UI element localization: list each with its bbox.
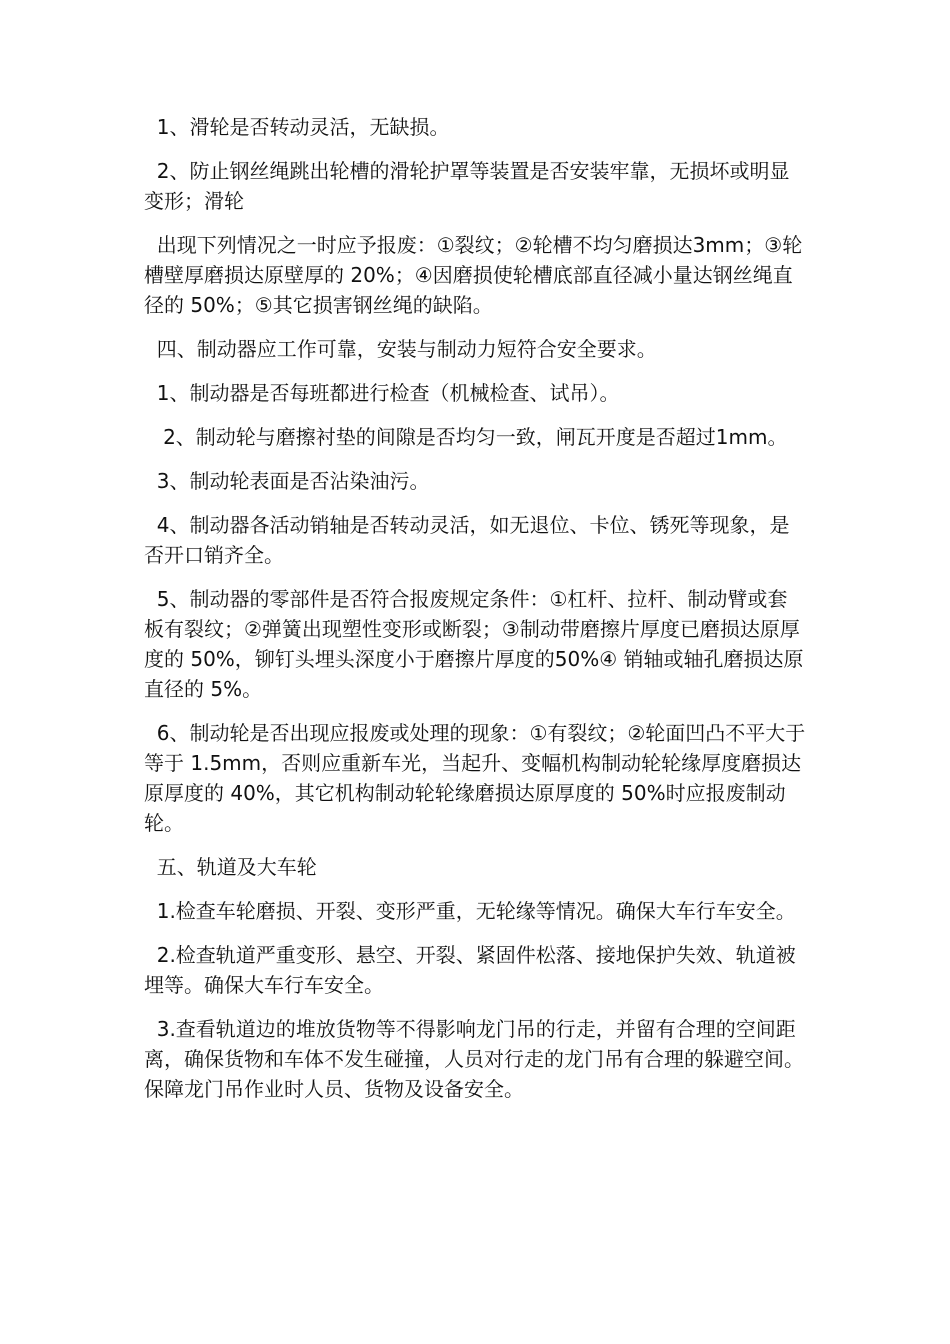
- paragraph-brake-wheel-surface: 3、制动轮表面是否沾染油污。: [144, 469, 430, 493]
- paragraph-pulley-scrap-criteria: 出现下列情况之一时应予报废：①裂纹；②轮槽不均匀磨损达3mm；③轮槽壁厚磨损达原壁厚的 20%；④因磨损使轮槽底部直径减小量达钢丝绳直径的 50%；⑤其它损害钢丝绳的缺陷。: [144, 233, 803, 317]
- paragraph-pulley-guard: 2、防止钢丝绳跳出轮槽的滑轮护罩等装置是否安装牢靠，无损坏或明显变形；滑轮: [144, 159, 790, 213]
- paragraph-brake-gap: 2、制动轮与磨擦衬垫的间隙是否均匀一致，闸瓦开度是否超过1mm。: [144, 425, 788, 449]
- paragraph-pulley-rotation: 1、滑轮是否转动灵活，无缺损。: [144, 115, 450, 139]
- paragraph-track-clearance: 3.查看轨道边的堆放货物等不得影响龙门吊的行走，并留有合理的空间距离，确保货物和车体不发生碰撞，人员对行走的龙门吊有合理的躲避空间。保障龙门吊作业时人员、货物及设备安全。: [144, 1017, 804, 1101]
- paragraph-brake-check: 1、制动器是否每班都进行检查（机械检查、试吊）。: [144, 381, 620, 405]
- paragraph-track-wheel-check: 1.检查车轮磨损、开裂、变形严重，无轮缘等情况。确保大车行车安全。: [144, 899, 796, 923]
- section-heading-track: 五、轨道及大车轮: [144, 855, 317, 879]
- paragraph-brake-wheel-scrap: 6、制动轮是否出现应报废或处理的现象：①有裂纹；②轮面凹凸不平大于等于 1.5mm，否则应重新车光，当起升、变幅机构制动轮轮缘厚度磨损达原厚度的 40%，其它机构制动轮轮缘磨损达原厚度的 50%时应报废制动轮。: [144, 721, 806, 835]
- document-body: [144, 112, 806, 1118]
- paragraph-track-check: 2.检查轨道严重变形、悬空、开裂、紧固件松落、接地保护失效、轨道被埋等。确保大车行车安全。: [144, 943, 796, 997]
- paragraph-brake-pins: 4、制动器各活动销轴是否转动灵活，如无退位、卡位、锈死等现象，是否开口销齐全。: [144, 513, 790, 567]
- paragraph-brake-parts-scrap: 5、制动器的零部件是否符合报废规定条件：①杠杆、拉杆、制动臂或套板有裂纹；②弹簧出现塑性变形或断裂；③制动带磨擦片厚度已磨损达原厚度的 50%，铆钉头埋头深度小于磨擦片厚度的50%④ 销轴或轴孔磨损达原直径的 5%。: [144, 587, 804, 701]
- section-heading-brake: 四、制动器应工作可靠，安装与制动力短符合安全要求。: [144, 337, 657, 361]
